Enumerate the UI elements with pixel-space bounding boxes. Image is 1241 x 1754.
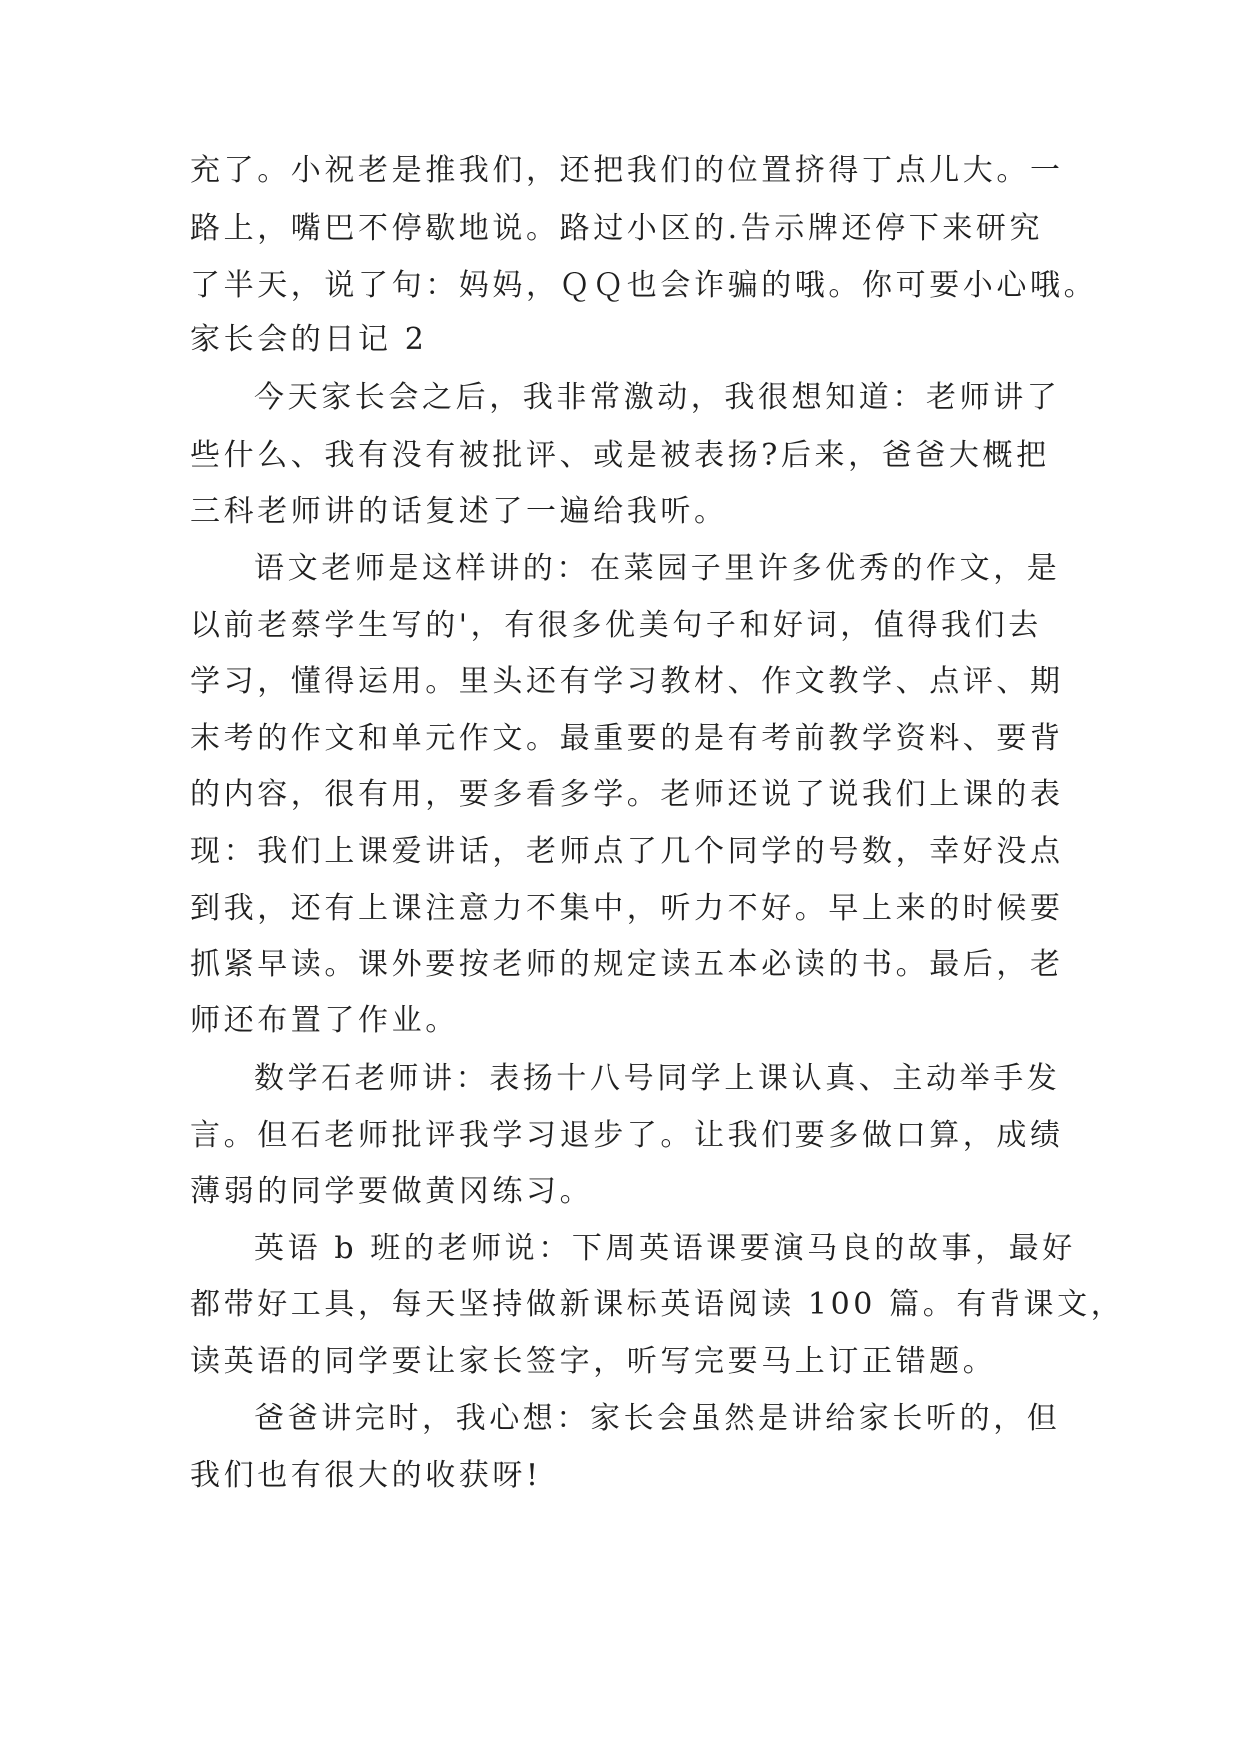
paragraph-line: 薄弱的同学要做黄冈练习。 xyxy=(190,1174,594,1209)
paragraph-line: 师还布置了作业。 xyxy=(190,1003,459,1038)
paragraph-line: 末考的作文和单元作文。最重要的是有考前教学资料、要背 xyxy=(190,721,1064,756)
paragraph-line: 爸爸讲完时，我心想：家长会虽然是讲给家长听的，但 xyxy=(254,1401,1061,1436)
paragraph-line: 言。但石老师批评我学习退步了。让我们要多做口算，成绩 xyxy=(190,1118,1064,1153)
paragraph-line: 路上，嘴巴不停歇地说。路过小区的.告示牌还停下来研究 xyxy=(190,211,1044,246)
paragraph-line: 三科老师讲的话复述了一遍给我听。 xyxy=(190,494,728,529)
paragraph-line: 了半天，说了句：妈妈，ＱＱ也会诈骗的哦。你可要小心哦。 xyxy=(190,268,1098,303)
paragraph-line: 些什么、我有没有被批评、或是被表扬?后来，爸爸大概把 xyxy=(190,438,1050,473)
paragraph-line: 学习，懂得运用。里头还有学习教材、作文教学、点评、期 xyxy=(190,664,1064,699)
paragraph-line: 以前老蔡学生写的'，有很多优美句子和好词，值得我们去 xyxy=(190,608,1042,643)
section-heading: 家长会的日记 2 xyxy=(190,322,428,357)
paragraph-line: 数学石老师讲：表扬十八号同学上课认真、主动举手发 xyxy=(254,1061,1061,1096)
paragraph-line: 抓紧早读。课外要按老师的规定读五本必读的书。最后，老 xyxy=(190,947,1064,982)
paragraph-line: 现：我们上课爱讲话，老师点了几个同学的号数，幸好没点 xyxy=(190,834,1064,869)
paragraph-line: 的内容，很有用，要多看多学。老师还说了说我们上课的表 xyxy=(190,777,1064,812)
paragraph-line: 今天家长会之后，我非常激动，我很想知道：老师讲了 xyxy=(254,380,1061,415)
paragraph-line: 都带好工具，每天坚持做新课标英语阅读 100 篇。有背课文， xyxy=(190,1287,1125,1322)
paragraph-line: 我们也有很大的收获呀! xyxy=(190,1458,542,1493)
paragraph-line: 到我，还有上课注意力不集中，听力不好。早上来的时候要 xyxy=(190,891,1064,926)
paragraph-line: 充了。小祝老是推我们，还把我们的位置挤得丁点儿大。一 xyxy=(190,153,1064,188)
paragraph-line: 英语 b 班的老师说：下周英语课要演马良的故事，最好 xyxy=(254,1231,1076,1266)
paragraph-line: 读英语的同学要让家长签字，听写完要马上订正错题。 xyxy=(190,1344,997,1379)
paragraph-line: 语文老师是这样讲的：在菜园子里许多优秀的作文，是 xyxy=(254,551,1061,586)
